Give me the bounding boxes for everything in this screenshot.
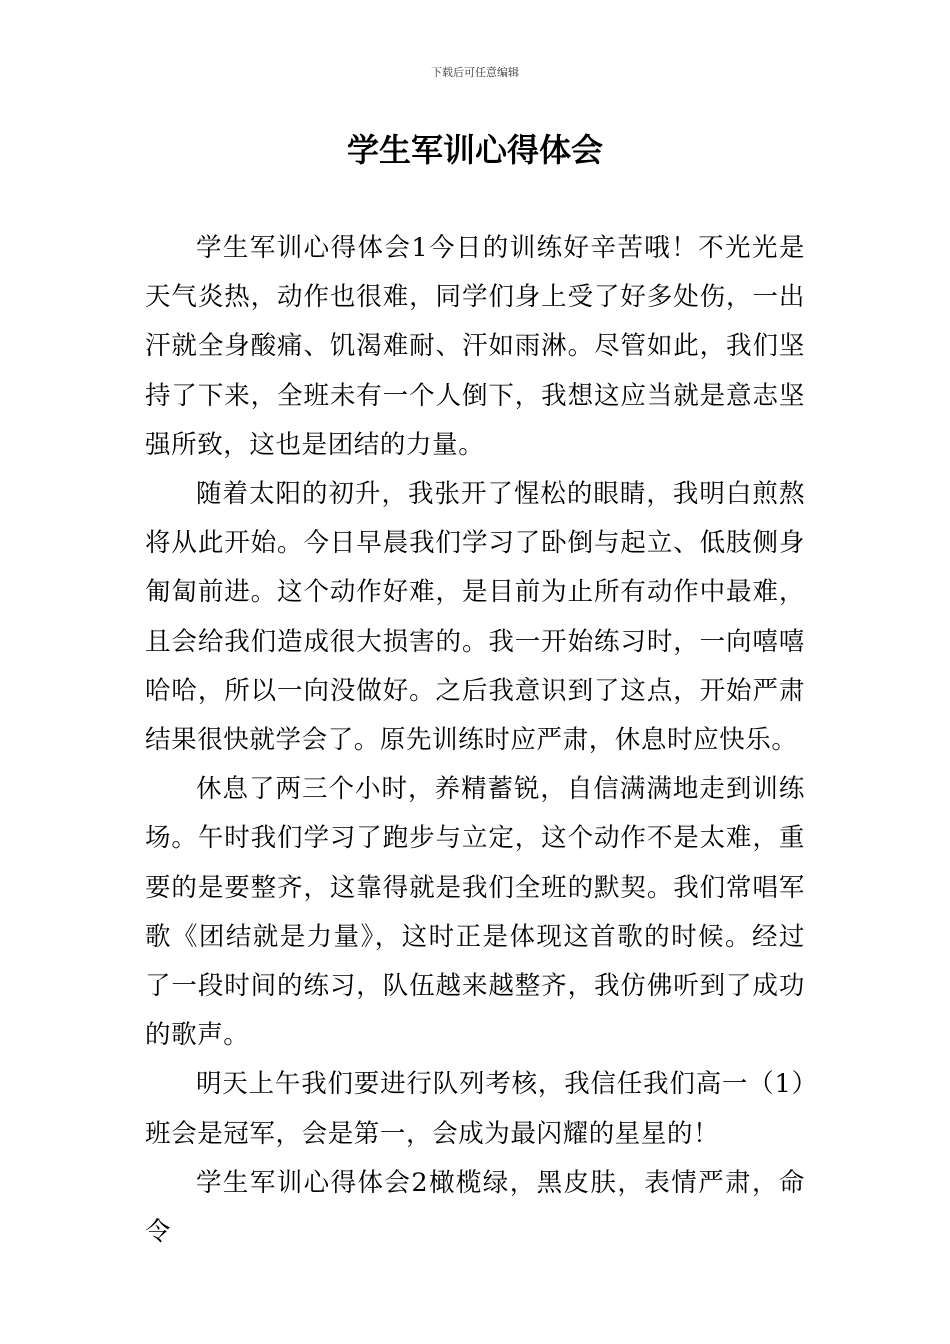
paragraph-3: 休息了两三个小时，养精蓄锐，自信满满地走到训练场。午时我们学习了跑步与立定，这个动作不是太难，重要的是要整齐，这靠得就是我们全班的默契。我们常唱军歌《团结就是力量》，这时正是体现这首歌的时候。经过了一段时间的练习，队伍越来越整齐，我仿佛听到了成功的歌声。 xyxy=(145,774,805,1051)
paragraph-4: 明天上午我们要进行队列考核，我信任我们高一（1）班会是冠军，会是第一，会成为最闪耀的星星的！ xyxy=(145,1069,805,1149)
document-body xyxy=(145,224,805,1257)
paragraph-1: 学生军训心得体会1今日的训练好辛苦哦！不光光是天气炎热，动作也很难，同学们身上受了好多处伤，一出汗就全身酸痛、饥渴难耐、汗如雨淋。尽管如此，我们坚持了下来，全班未有一个人倒下，我想这应当就是意志坚强所致，这也是团结的力量。 xyxy=(145,233,805,460)
paragraph-2: 随着太阳的初升，我张开了惺松的眼睛，我明白煎熬将从此开始。今日早晨我们学习了卧倒与起立、低肢侧身匍匐前进。这个动作好难，是目前为止所有动作中最难，且会给我们造成很大损害的。我一开始练习时，一向嘻嘻哈哈，所以一向没做好。之后我意识到了这点，开始严肃结果很快就学会了。原先训练时应严肃，休息时应快乐。 xyxy=(145,479,805,756)
header-note: 下载后可任意编辑 xyxy=(431,66,519,79)
paragraph-5: 学生军训心得体会2橄榄绿，黑皮肤，表情严肃，命令 xyxy=(145,1167,805,1248)
document-title: 学生军训心得体会 xyxy=(346,131,603,169)
